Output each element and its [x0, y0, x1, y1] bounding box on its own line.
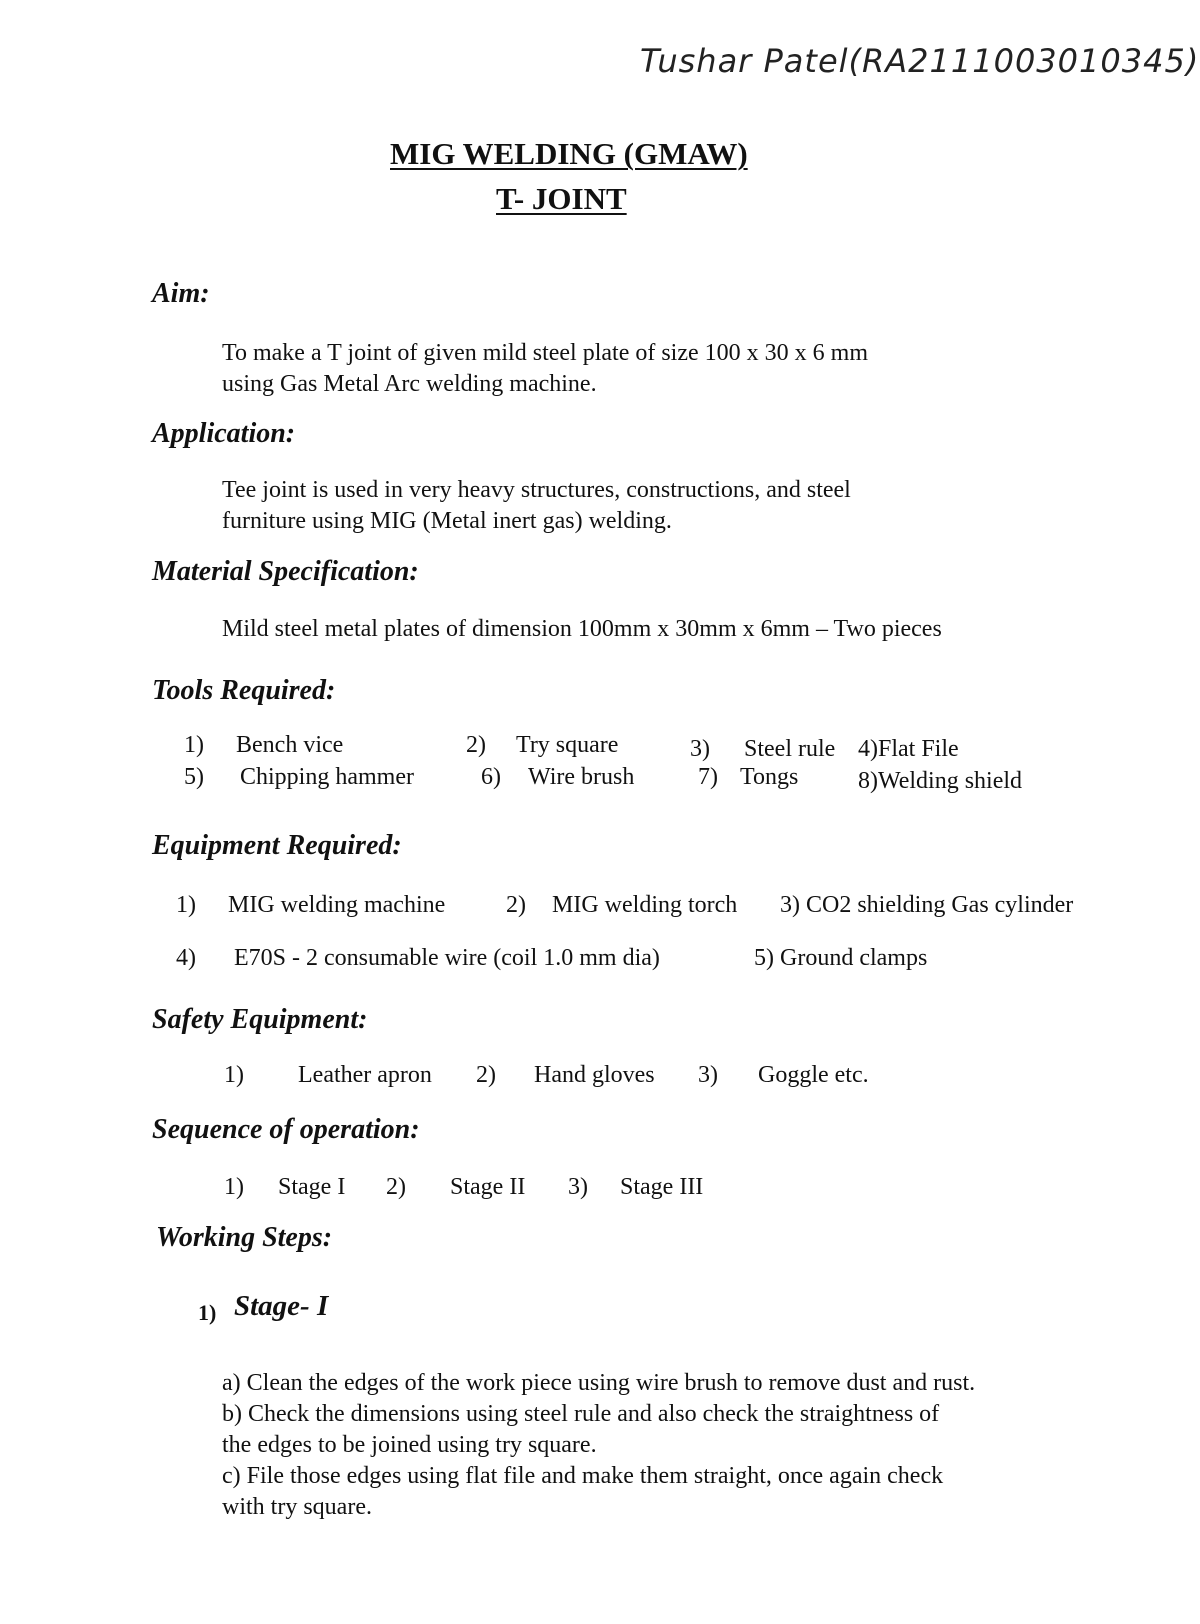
material-text: Mild steel metal plates of dimension 100mm x 30mm x 6mm – Two pieces — [222, 616, 942, 642]
equipment-item: 3) CO2 shielding Gas cylinder — [780, 892, 1074, 918]
sequence-item: Stage III — [620, 1174, 704, 1200]
working-steps-heading: Working Steps: — [156, 1222, 333, 1253]
tool-item: Try square — [516, 732, 619, 758]
tool-item: 4)Flat File — [858, 736, 959, 762]
step-line: b) Check the dimensions using steel rule and also check the straightness of — [222, 1401, 940, 1427]
step-line: the edges to be joined using try square. — [222, 1432, 597, 1458]
safety-item: Goggle etc. — [758, 1062, 869, 1088]
safety-heading: Safety Equipment: — [152, 1004, 368, 1035]
application-text-line: Tee joint is used in very heavy structures, constructions, and steel — [222, 477, 851, 503]
aim-text-line: using Gas Metal Arc welding machine. — [222, 371, 597, 397]
safety-item: Leather apron — [298, 1062, 432, 1088]
safety-number: 1) — [224, 1062, 244, 1088]
author-signature: Tushar Patel(RA2111003010345) — [640, 42, 1200, 80]
tool-number: 5) — [184, 764, 204, 790]
step-line: c) File those edges using flat file and make them straight, once again check — [222, 1463, 944, 1489]
stage-number: 1) — [198, 1300, 217, 1325]
application-text-line: furniture using MIG (Metal inert gas) welding. — [222, 508, 672, 534]
equipment-number: 1) — [176, 892, 196, 918]
sequence-number: 3) — [568, 1174, 588, 1200]
tool-item: 8)Welding shield — [858, 768, 1023, 794]
tool-item: Bench vice — [236, 732, 344, 758]
tool-number: 6) — [481, 764, 501, 790]
material-heading: Material Specification: — [152, 556, 419, 587]
tool-item: Wire brush — [528, 764, 635, 790]
tool-item: Chipping hammer — [240, 764, 414, 790]
sequence-number: 2) — [386, 1174, 406, 1200]
safety-number: 2) — [476, 1062, 496, 1088]
page-subtitle: T- JOINT — [496, 181, 627, 216]
safety-number: 3) — [698, 1062, 718, 1088]
tool-number: 3) — [690, 736, 710, 762]
stage-title: Stage- I — [234, 1290, 329, 1322]
equipment-item: MIG welding torch — [552, 892, 738, 918]
tool-item: Steel rule — [744, 736, 836, 762]
equipment-item: MIG welding machine — [228, 892, 446, 918]
tool-number: 7) — [698, 764, 718, 790]
aim-heading: Aim: — [152, 278, 210, 309]
equipment-number: 2) — [506, 892, 526, 918]
step-line: with try square. — [222, 1494, 372, 1520]
sequence-item: Stage II — [450, 1174, 526, 1200]
tool-number: 1) — [184, 732, 204, 758]
sequence-item: Stage I — [278, 1174, 346, 1200]
application-heading: Application: — [152, 418, 296, 449]
equipment-item: 5) Ground clamps — [754, 945, 928, 971]
equipment-number: 4) — [176, 945, 196, 971]
sequence-heading: Sequence of operation: — [152, 1114, 420, 1145]
equipment-item: E70S - 2 consumable wire (coil 1.0 mm dia) — [234, 945, 660, 971]
tool-number: 2) — [466, 732, 486, 758]
step-line: a) Clean the edges of the work piece using wire brush to remove dust and rust. — [222, 1370, 976, 1396]
tools-heading: Tools Required: — [152, 675, 336, 706]
safety-item: Hand gloves — [534, 1062, 655, 1088]
tool-item: Tongs — [740, 764, 799, 790]
equipment-heading: Equipment Required: — [152, 830, 402, 861]
sequence-number: 1) — [224, 1174, 244, 1200]
page-title: MIG WELDING (GMAW) — [390, 136, 748, 171]
aim-text-line: To make a T joint of given mild steel plate of size 100 x 30 x 6 mm — [222, 340, 868, 366]
